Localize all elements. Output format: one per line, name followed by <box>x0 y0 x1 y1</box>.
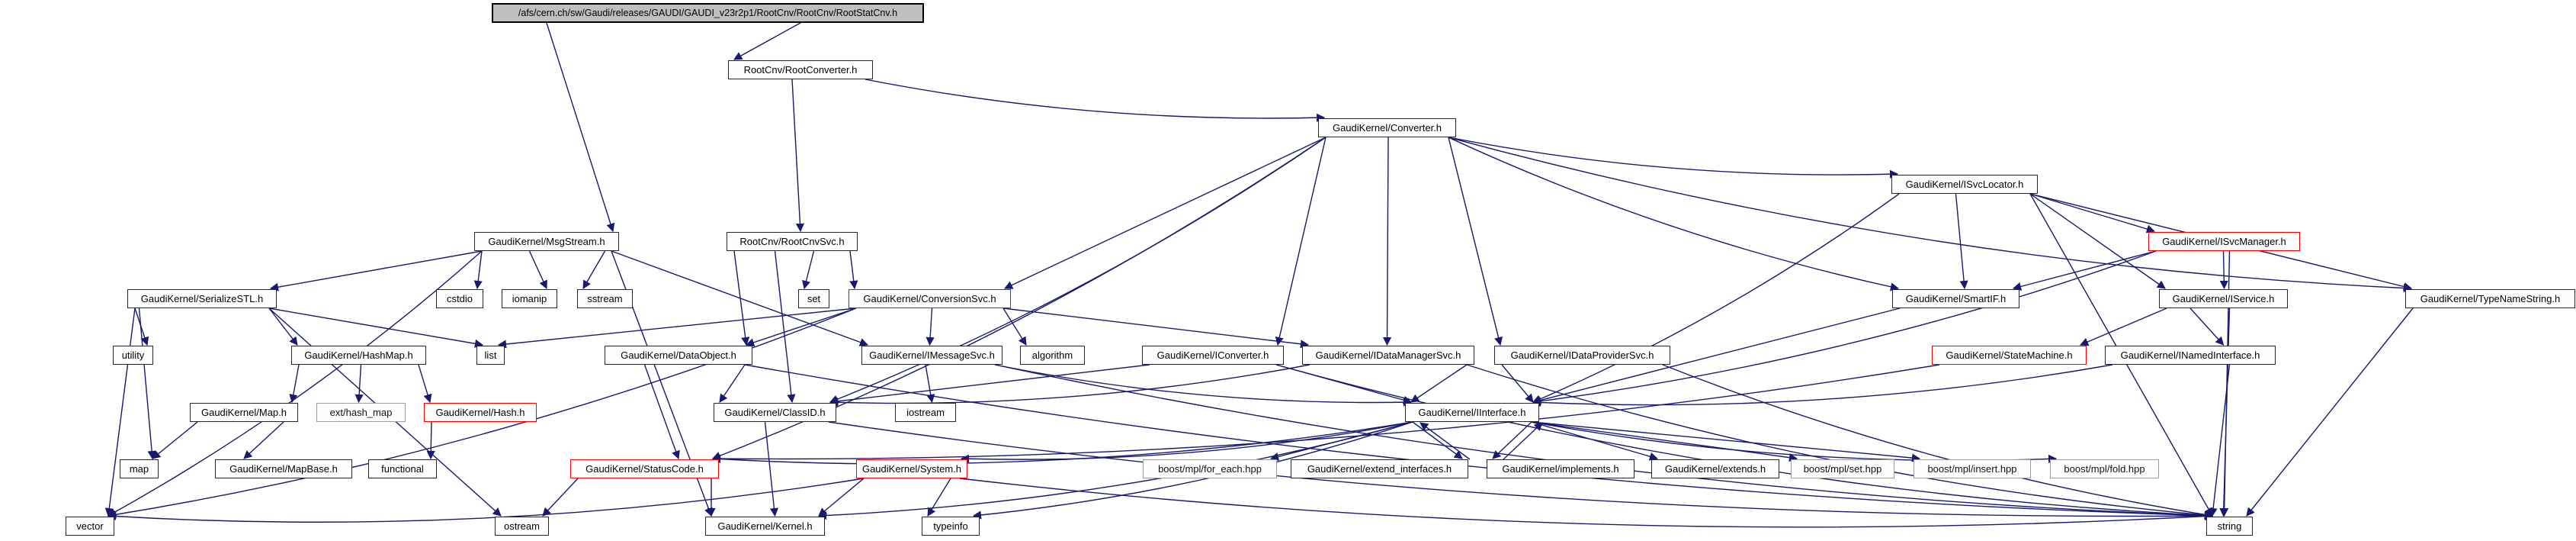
edge-isvclocator-isvcmanager <box>2030 194 2154 231</box>
node-statemachine[interactable]: GaudiKernel/StateMachine.h <box>1932 346 2087 365</box>
node-conversionsvc[interactable]: GaudiKernel/ConversionSvc.h <box>849 289 1011 308</box>
edge-iconverter-string <box>1276 365 2212 516</box>
edge-converter-conversionsvc <box>1005 137 1326 288</box>
edge-isvcmanager-smartif <box>2013 251 2156 288</box>
edge-converter-idatamanagersvc <box>1387 137 1389 345</box>
node-isvcmanager[interactable]: GaudiKernel/ISvcManager.h <box>2148 232 2300 251</box>
edge-msgstream-sstream <box>583 251 605 288</box>
node-inamedinterface[interactable]: GaudiKernel/INamedInterface.h <box>2105 346 2276 365</box>
edge-converter-isvclocator <box>1448 137 1898 175</box>
edge-inamedinterface-iinterface <box>1533 365 2112 405</box>
edge-dataobject-classid <box>720 365 745 402</box>
node-iinterface[interactable]: GaudiKernel/IInterface.h <box>1405 403 1539 422</box>
edge-msgstream-serializestl <box>271 251 482 288</box>
node-classid[interactable]: GaudiKernel/ClassID.h <box>714 403 836 422</box>
edge-converter-idataprovidersvc <box>1448 137 1500 345</box>
node-iservice[interactable]: GaudiKernel/IService.h <box>2159 289 2288 308</box>
edge-iinterface-system <box>961 422 1413 459</box>
node-mapbase[interactable]: GaudiKernel/MapBase.h <box>215 459 352 478</box>
edge-serializestl-map_std <box>140 308 153 459</box>
edge-rootcnvsvc-set <box>804 251 814 288</box>
node-smartif[interactable]: GaudiKernel/SmartIF.h <box>1892 289 2019 308</box>
node-set: set <box>798 289 829 308</box>
node-functional: functional <box>368 459 437 478</box>
edge-system-vector <box>108 478 864 522</box>
edge-implements-iinterface <box>1503 423 1542 459</box>
node-algorithm: algorithm <box>1020 346 1085 365</box>
edge-system-typeinfo <box>928 478 951 516</box>
edge-rootcnvsvc-dataobject <box>734 251 746 345</box>
edge-rootconverter-converter <box>865 79 1324 118</box>
edge-iinterface-mpl_fold <box>1532 422 2056 461</box>
node-sstream: sstream <box>577 289 633 308</box>
edge-serializestl-hashmap <box>269 308 297 345</box>
edge-serializestl-vector <box>108 308 135 516</box>
edge-imessagesvc-string <box>995 365 2212 516</box>
node-extends[interactable]: GaudiKernel/extends.h <box>1651 459 1779 478</box>
edge-isvclocator-smartif <box>1956 194 1965 288</box>
node-mpl_fold: boost/mpl/fold.hpp <box>2050 459 2159 478</box>
edge-iinterface-statuscode <box>713 422 1413 464</box>
node-utility: utility <box>113 346 153 365</box>
edge-root-rootconverter <box>734 23 800 60</box>
edge-idatamanagersvc-string <box>1467 365 2212 516</box>
node-vector: vector <box>66 517 114 536</box>
node-idatamanagersvc[interactable]: GaudiKernel/IDataManagerSvc.h <box>1302 346 1474 365</box>
node-map_std: map <box>120 459 159 478</box>
node-string: string <box>2206 517 2253 536</box>
edge-msgstream-cstdio <box>477 251 482 288</box>
edge-iinterface-mpl_insert <box>1532 422 1920 459</box>
node-typenamestring[interactable]: GaudiKernel/TypeNameString.h <box>2405 289 2575 308</box>
node-mpl_insert: boost/mpl/insert.hpp <box>1914 459 2031 478</box>
edge-rootconverter-rootcnvsvc <box>792 79 800 231</box>
edge-iinterface-implements <box>1493 422 1532 459</box>
edge-rootcnvsvc-conversionsvc <box>850 251 855 288</box>
node-root: /afs/cern.ch/sw/Gaudi/releases/GAUDI/GAUDI_v23r2p1/RootCnv/RootCnv/RootStatCnv.h <box>492 3 924 23</box>
edge-converter-smartif <box>1448 137 1898 288</box>
node-rootconverter[interactable]: RootCnv/RootConverter.h <box>728 60 873 79</box>
edge-isvclocator-iservice <box>2030 194 2165 288</box>
node-statuscode[interactable]: GaudiKernel/StatusCode.h <box>570 459 719 478</box>
node-iostream: iostream <box>895 403 956 422</box>
node-rootcnvsvc[interactable]: RootCnv/RootCnvSvc.h <box>727 232 858 251</box>
edge-msgstream-iomanip <box>530 251 547 288</box>
node-cstdio: cstdio <box>436 289 483 308</box>
node-dataobject[interactable]: GaudiKernel/DataObject.h <box>605 346 752 365</box>
edge-iservice-inamedinterface <box>2190 308 2224 345</box>
edge-imessagesvc-iostream <box>925 365 932 402</box>
edge-isvclocator-iinterface <box>1533 194 1899 402</box>
node-ext_hash_map: ext/hash_map <box>316 403 406 422</box>
node-kernel[interactable]: GaudiKernel/Kernel.h <box>705 517 825 536</box>
edge-conversionsvc-imessagesvc <box>930 308 932 345</box>
edge-conversionsvc-idatamanagersvc <box>1003 308 1308 345</box>
node-msgstream[interactable]: GaudiKernel/MsgStream.h <box>474 232 619 251</box>
node-iomanip: iomanip <box>502 289 557 308</box>
node-converter[interactable]: GaudiKernel/Converter.h <box>1318 118 1456 137</box>
node-isvclocator[interactable]: GaudiKernel/ISvcLocator.h <box>1891 175 2038 194</box>
node-ostream: ostream <box>495 517 549 536</box>
edge-conversionsvc-algorithm <box>1003 308 1026 345</box>
edge-converter-iconverter <box>1278 137 1326 345</box>
node-extend_interfaces[interactable]: GaudiKernel/extend_interfaces.h <box>1291 459 1468 478</box>
node-hashmap[interactable]: GaudiKernel/HashMap.h <box>291 346 426 365</box>
edge-iinterface-for_each <box>1271 422 1413 459</box>
edge-hashmap-hash <box>419 365 430 402</box>
edge-map_h-mapbase <box>244 422 284 459</box>
node-iconverter[interactable]: GaudiKernel/IConverter.h <box>1142 346 1284 365</box>
node-idataprovidersvc[interactable]: GaudiKernel/IDataProviderSvc.h <box>1494 346 1670 365</box>
edge-root-msgstream <box>547 23 613 231</box>
node-implements[interactable]: GaudiKernel/implements.h <box>1487 459 1634 478</box>
node-typeinfo: typeinfo <box>922 517 980 536</box>
edge-dataobject-statuscode <box>645 365 679 459</box>
edge-statuscode-ostream <box>543 478 578 516</box>
node-for_each: boost/mpl/for_each.hpp <box>1143 459 1277 478</box>
edge-rootcnvsvc-classid <box>775 251 793 402</box>
node-serializestl[interactable]: GaudiKernel/SerializeSTL.h <box>127 289 277 308</box>
edge-iservice-statemachine <box>2080 308 2167 345</box>
node-hash[interactable]: GaudiKernel/Hash.h <box>424 403 537 422</box>
edge-idatamanagersvc-iinterface <box>1411 365 1467 402</box>
edge-map_h-map_std <box>152 422 197 459</box>
edge-isvcmanager-iservice <box>2224 251 2225 288</box>
node-mpl_set: boost/mpl/set.hpp <box>1791 459 1894 478</box>
node-map_h[interactable]: GaudiKernel/Map.h <box>190 403 298 422</box>
node-list: list <box>476 346 505 365</box>
edge-inamedinterface-string <box>2212 365 2230 516</box>
node-system[interactable]: GaudiKernel/System.h <box>856 459 967 478</box>
edge-typenamestring-string <box>2247 308 2413 516</box>
edge-hashmap-ext_hash_map <box>359 365 361 402</box>
node-imessagesvc[interactable]: GaudiKernel/IMessageSvc.h <box>861 346 1002 365</box>
